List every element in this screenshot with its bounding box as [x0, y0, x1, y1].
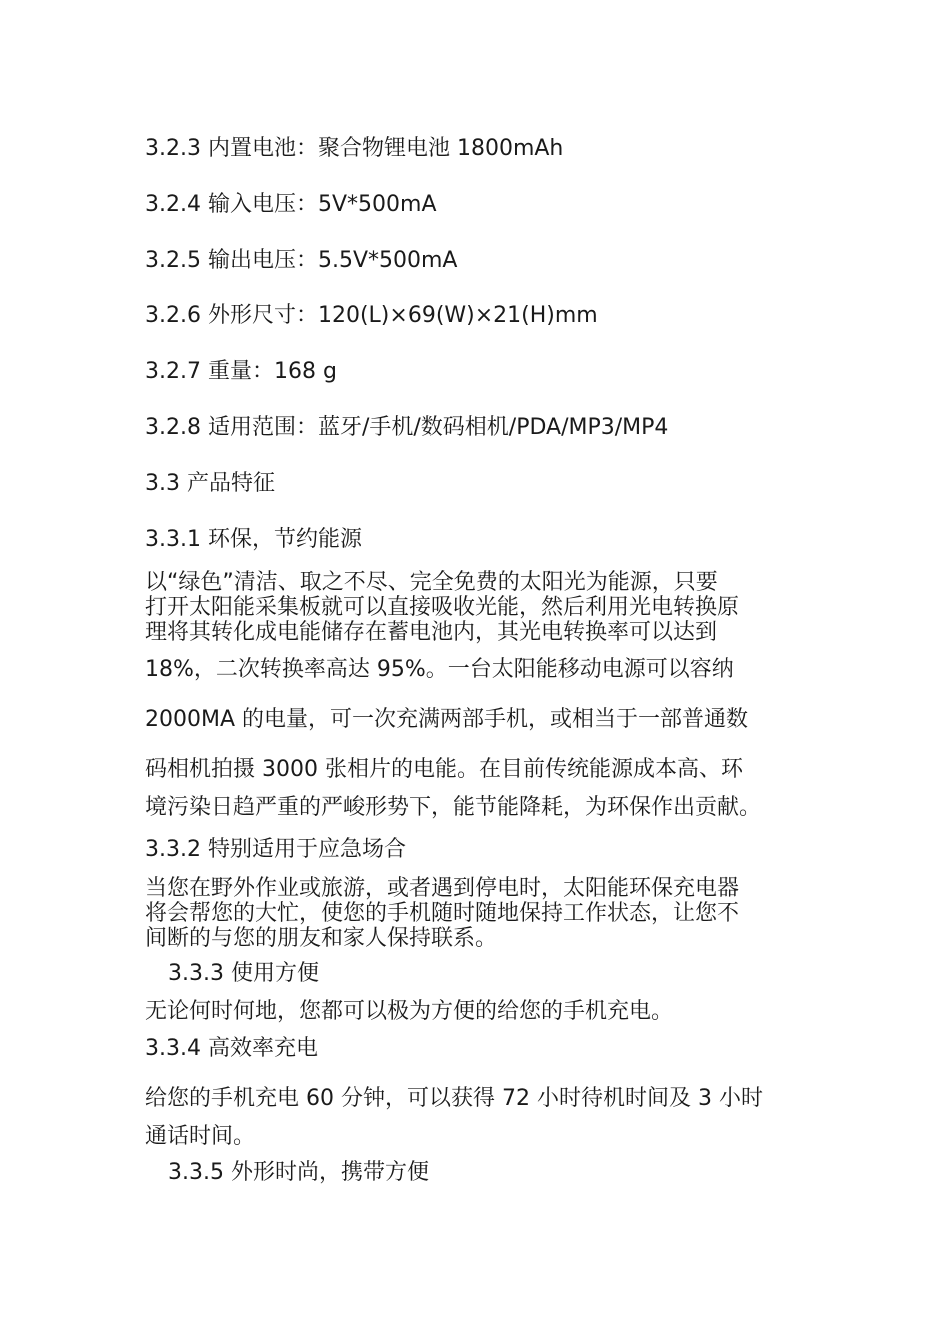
subsection-heading-efficient: 3.3.4 高效率充电	[145, 1036, 318, 1061]
paragraph-line: 当您在野外作业或旅游，或者遇到停电时，太阳能环保充电器	[145, 876, 740, 901]
subsection-heading-portable: 3.3.5 外形时尚，携带方便	[168, 1160, 429, 1185]
paragraph-line: 码相机拍摄 3000 张相片的电能。在目前传统能源成本高、环	[145, 757, 743, 782]
paragraph-line: 打开太阳能采集板就可以直接吸收光能，然后利用光电转换原	[145, 595, 740, 620]
spec-battery: 3.2.3 内置电池：聚合物锂电池 1800mAh	[145, 136, 564, 161]
paragraph-emergency	[145, 876, 739, 951]
paragraph-line: 2000MA 的电量，可一次充满两部手机，或相当于一部普通数	[145, 707, 749, 732]
spec-applicable-range: 3.2.8 适用范围：蓝牙/手机/数码相机/PDA/MP3/MP4	[145, 415, 669, 440]
spec-input-voltage: 3.2.4 输入电压：5V*500mA	[145, 192, 437, 217]
spec-weight: 3.2.7 重量：168 g	[145, 359, 337, 384]
paragraph-eco	[145, 570, 739, 645]
subsection-heading-emergency: 3.3.2 特别适用于应急场合	[145, 837, 406, 862]
spec-output-voltage: 3.2.5 输出电压：5.5V*500mA	[145, 248, 458, 273]
paragraph-line: 境污染日趋严重的严峻形势下，能节能降耗，为环保作出贡献。	[145, 795, 762, 820]
paragraph-line: 18%，二次转换率高达 95%。一台太阳能移动电源可以容纳	[145, 657, 734, 682]
subsection-heading-eco: 3.3.1 环保，节约能源	[145, 527, 362, 552]
spec-dimensions: 3.2.6 外形尺寸：120(L)×69(W)×21(H)mm	[145, 303, 598, 328]
paragraph-line: 以“绿色”清洁、取之不尽、完全免费的太阳光为能源，只要	[145, 570, 718, 595]
paragraph-line: 将会帮您的大忙，使您的手机随时随地保持工作状态，让您不	[145, 901, 740, 926]
paragraph-line: 通话时间。	[145, 1124, 256, 1149]
paragraph-line: 间断的与您的朋友和家人保持联系。	[145, 926, 498, 951]
paragraph-convenient: 无论何时何地，您都可以极为方便的给您的手机充电。	[145, 999, 674, 1024]
section-heading-features: 3.3 产品特征	[145, 471, 275, 496]
paragraph-line: 理将其转化成电能储存在蓄电池内，其光电转换率可以达到	[145, 620, 718, 645]
paragraph-line: 给您的手机充电 60 分钟，可以获得 72 小时待机时间及 3 小时	[145, 1086, 763, 1111]
subsection-heading-convenient: 3.3.3 使用方便	[168, 961, 319, 986]
